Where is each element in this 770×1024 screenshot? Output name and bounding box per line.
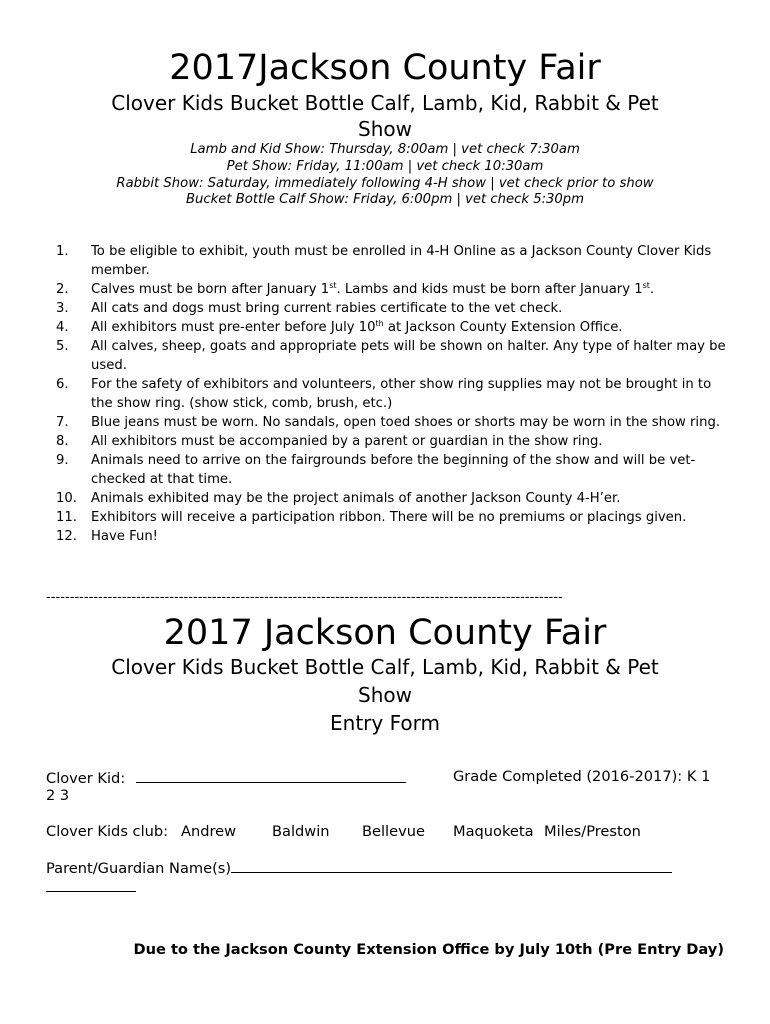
parent-row xyxy=(46,857,672,878)
schedule-line: Bucket Bottle Calf Show: Friday, 6:00pm | vet check 5:30pm xyxy=(185,192,585,208)
clover-kid-label: Clover Kid: xyxy=(46,770,126,787)
page-subtitle xyxy=(70,90,700,142)
page-title: 2017Jackson County Fair xyxy=(169,48,601,88)
list-item xyxy=(56,489,736,508)
entry-form-subtitle xyxy=(70,653,700,737)
club-option-maquoketa[interactable]: Maquoketa xyxy=(453,823,534,840)
list-item xyxy=(56,375,736,413)
list-item xyxy=(56,451,736,489)
clover-kid-name-field[interactable] xyxy=(136,767,406,783)
club-option-bellevue[interactable]: Bellevue xyxy=(362,823,425,840)
schedule-line: Rabbit Show: Saturday, immediately following 4-H show | vet check prior to show xyxy=(116,175,654,191)
item-number: 12. xyxy=(56,529,77,544)
grade-label: Grade Completed (2016-2017): K 1 xyxy=(453,768,711,785)
item-text: Blue jeans must be worn. No sandals, open toed shoes or shorts may be worn in the show ring. xyxy=(91,415,721,430)
schedule-line: Pet Show: Friday, 11:00am | vet check 10:30am xyxy=(226,158,544,174)
ordinal-suffix: st xyxy=(642,281,650,290)
club-option-andrew[interactable]: Andrew xyxy=(181,823,237,840)
list-item xyxy=(56,508,736,527)
list-item xyxy=(56,299,736,318)
item-number: 7. xyxy=(56,415,69,430)
item-text: All cats and dogs must bring current rabies certificate to the vet check. xyxy=(91,301,563,316)
item-number: 10. xyxy=(56,491,77,506)
item-text: Animals need to arrive on the fairgrounds before the beginning of the show and will be vet-checked at that time. xyxy=(91,453,696,487)
list-item xyxy=(56,280,736,299)
parent-name-line xyxy=(46,876,136,892)
list-item xyxy=(56,242,736,280)
subtitle-line: Show xyxy=(358,117,412,141)
item-text: To be eligible to exhibit, youth must be enrolled in 4-H Online as a Jackson County Clover Kids member. xyxy=(91,244,712,278)
item-text: Animals exhibited may be the project animals of another Jackson County 4-H’er. xyxy=(91,491,621,506)
grade-row xyxy=(453,767,710,786)
item-text: All exhibitors must be accompanied by a parent or guardian in the show ring. xyxy=(91,434,603,449)
parent-name-field[interactable] xyxy=(231,857,672,873)
item-number: 6. xyxy=(56,377,69,392)
parent-name-field-cont[interactable] xyxy=(46,876,136,897)
ordinal-suffix: th xyxy=(375,319,384,328)
club-option-miles-preston[interactable]: Miles/Preston xyxy=(544,823,641,840)
list-item xyxy=(56,318,736,337)
entry-form-title: 2017 Jackson County Fair xyxy=(163,613,607,653)
list-item xyxy=(56,527,736,546)
item-text: . xyxy=(649,282,655,297)
subtitle-line: Show xyxy=(358,683,412,707)
item-text: Have Fun! xyxy=(91,529,158,544)
grade-options-cont: 2 3 xyxy=(46,787,70,804)
item-number: 2. xyxy=(56,282,69,297)
subtitle-line: Clover Kids Bucket Bottle Calf, Lamb, Kid, Rabbit & Pet xyxy=(111,655,659,679)
list-item xyxy=(56,337,736,375)
list-item xyxy=(56,432,736,451)
subtitle-line: Clover Kids Bucket Bottle Calf, Lamb, Kid, Rabbit & Pet xyxy=(111,91,659,115)
item-text: All calves, sheep, goats and appropriate pets will be shown on halter. Any type of halter may be used. xyxy=(91,339,726,373)
list-item xyxy=(56,413,736,432)
item-text: at Jackson County Extension Office. xyxy=(383,320,623,335)
item-number: 9. xyxy=(56,453,69,468)
item-text: All exhibitors must pre-enter before July 10 xyxy=(91,320,376,335)
subtitle-line: Entry Form xyxy=(330,711,440,735)
item-number: 5. xyxy=(56,339,69,354)
due-date-note: Due to the Jackson County Extension Office by July 10th (Pre Entry Day) xyxy=(133,941,724,958)
show-schedule xyxy=(0,142,770,209)
item-number: 8. xyxy=(56,434,69,449)
item-text: For the safety of exhibitors and volunteers, other show ring supplies may not be brought in to the show ring. (show stick, comb, brush, etc.) xyxy=(91,377,712,411)
item-number: 1. xyxy=(56,244,69,259)
item-text: Exhibitors will receive a participation ribbon. There will be no premiums or placings given. xyxy=(91,510,687,525)
item-text: . Lambs and kids must be born after January 1 xyxy=(336,282,643,297)
ordinal-suffix: st xyxy=(329,281,337,290)
parent-label: Parent/Guardian Name(s) xyxy=(46,860,232,877)
item-number: 3. xyxy=(56,301,69,316)
clover-kid-row xyxy=(46,767,406,788)
club-label: Clover Kids club: xyxy=(46,823,169,840)
cut-line-divider: ------------------------------------------------------------------------------------------------------------- xyxy=(46,590,563,605)
item-number: 11. xyxy=(56,510,77,525)
item-text: Calves must be born after January 1 xyxy=(91,282,330,297)
club-option-baldwin[interactable]: Baldwin xyxy=(272,823,330,840)
item-number: 4. xyxy=(56,320,69,335)
rules-list xyxy=(56,242,736,546)
schedule-line: Lamb and Kid Show: Thursday, 8:00am | vet check 7:30am xyxy=(190,142,580,157)
